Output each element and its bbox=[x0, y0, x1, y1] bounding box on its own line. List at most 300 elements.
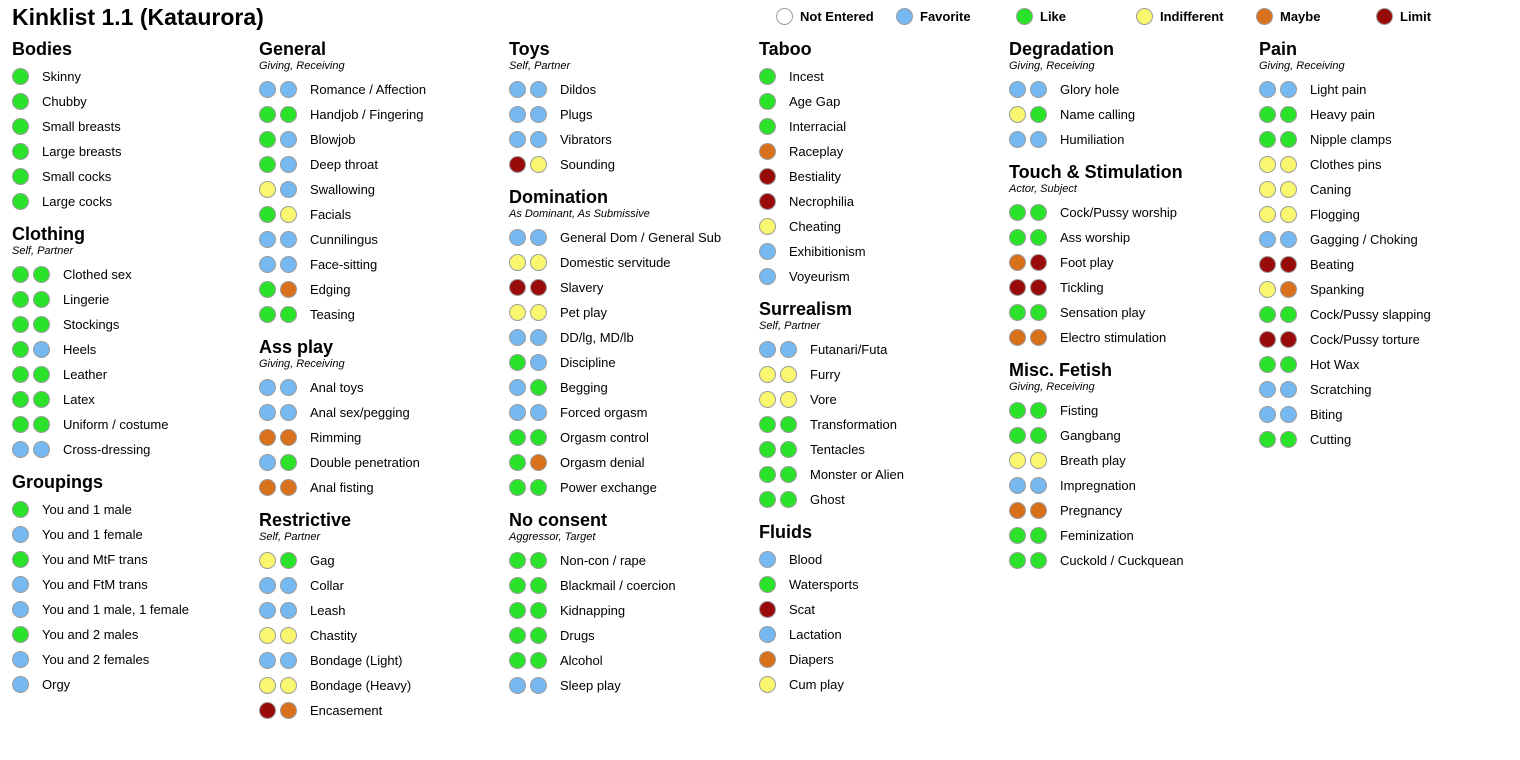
like-rating-circle[interactable] bbox=[33, 316, 50, 333]
favorite-rating-circle[interactable] bbox=[530, 677, 547, 694]
favorite-rating-circle[interactable] bbox=[530, 81, 547, 98]
like-rating-circle[interactable] bbox=[1009, 527, 1026, 544]
legend-label: Like bbox=[1040, 9, 1067, 24]
maybe-rating-circle[interactable] bbox=[759, 651, 776, 668]
indifferent-rating-circle[interactable] bbox=[530, 304, 547, 321]
rating-circles bbox=[12, 526, 33, 543]
like-rating-circle[interactable] bbox=[509, 454, 526, 471]
maybe-rating-circle[interactable] bbox=[259, 429, 276, 446]
like-rating-circle[interactable] bbox=[1030, 427, 1047, 444]
like-rating-circle[interactable] bbox=[1030, 552, 1047, 569]
like-rating-circle[interactable] bbox=[530, 577, 547, 594]
limit-rating-circle[interactable] bbox=[1259, 256, 1276, 273]
like-rating-circle[interactable] bbox=[259, 106, 276, 123]
rating-circles bbox=[509, 131, 551, 148]
favorite-rating-circle[interactable] bbox=[259, 404, 276, 421]
kink-label: Bondage (Heavy) bbox=[310, 678, 412, 693]
like-rating-circle[interactable] bbox=[759, 68, 776, 85]
limit-rating-circle[interactable] bbox=[759, 601, 776, 618]
favorite-rating-circle[interactable] bbox=[259, 379, 276, 396]
like-rating-circle[interactable] bbox=[509, 577, 526, 594]
favorite-rating-circle[interactable] bbox=[1259, 81, 1276, 98]
favorite-rating-circle[interactable] bbox=[259, 652, 276, 669]
limit-rating-circle[interactable] bbox=[1030, 254, 1047, 271]
maybe-rating-circle[interactable] bbox=[280, 702, 297, 719]
like-rating-circle[interactable] bbox=[759, 416, 776, 433]
indifferent-rating-circle[interactable] bbox=[759, 366, 776, 383]
indifferent-rating-circle[interactable] bbox=[509, 304, 526, 321]
like-rating-circle[interactable] bbox=[530, 379, 547, 396]
like-rating-circle[interactable] bbox=[509, 652, 526, 669]
like-rating-circle[interactable] bbox=[759, 93, 776, 110]
favorite-rating-circle[interactable] bbox=[259, 602, 276, 619]
favorite-rating-circle[interactable] bbox=[1009, 131, 1026, 148]
like-rating-circle[interactable] bbox=[12, 416, 29, 433]
like-rating-circle[interactable] bbox=[1259, 131, 1276, 148]
maybe-rating-circle[interactable] bbox=[1009, 502, 1026, 519]
rating-circles bbox=[759, 576, 780, 593]
like-rating-circle[interactable] bbox=[259, 306, 276, 323]
favorite-rating-circle[interactable] bbox=[509, 379, 526, 396]
maybe-rating-circle[interactable] bbox=[259, 479, 276, 496]
like-rating-circle[interactable] bbox=[1259, 106, 1276, 123]
like-rating-circle[interactable] bbox=[12, 391, 29, 408]
like-rating-circle[interactable] bbox=[259, 156, 276, 173]
like-rating-circle[interactable] bbox=[1280, 356, 1297, 373]
kink-row-futanari-futa bbox=[759, 337, 1009, 362]
kink-label: Dildos bbox=[560, 82, 597, 97]
like-rating-circle[interactable] bbox=[530, 479, 547, 496]
like-rating-circle[interactable] bbox=[1009, 229, 1026, 246]
like-rating-circle[interactable] bbox=[509, 479, 526, 496]
favorite-rating-circle[interactable] bbox=[530, 404, 547, 421]
like-rating-circle[interactable] bbox=[1030, 402, 1047, 419]
indifferent-rating-circle[interactable] bbox=[1259, 156, 1276, 173]
like-rating-circle[interactable] bbox=[12, 291, 29, 308]
indifferent-rating-circle[interactable] bbox=[259, 627, 276, 644]
like-rating-circle[interactable] bbox=[259, 206, 276, 223]
like-rating-circle[interactable] bbox=[280, 552, 297, 569]
indifferent-rating-circle[interactable] bbox=[1009, 452, 1026, 469]
rating-circles bbox=[1259, 181, 1301, 198]
kink-row-vibrators bbox=[509, 127, 759, 152]
like-rating-circle[interactable] bbox=[530, 652, 547, 669]
kink-row-orgasm-control bbox=[509, 425, 759, 450]
like-rating-circle[interactable] bbox=[33, 366, 50, 383]
maybe-rating-circle[interactable] bbox=[1030, 329, 1047, 346]
favorite-rating-circle[interactable] bbox=[759, 243, 776, 260]
like-rating-circle[interactable] bbox=[33, 291, 50, 308]
favorite-rating-circle[interactable] bbox=[509, 81, 526, 98]
maybe-rating-circle[interactable] bbox=[1009, 254, 1026, 271]
maybe-rating-circle[interactable] bbox=[1030, 502, 1047, 519]
indifferent-rating-circle[interactable] bbox=[759, 391, 776, 408]
favorite-rating-circle[interactable] bbox=[759, 341, 776, 358]
indifferent-rating-circle[interactable] bbox=[509, 254, 526, 271]
favorite-rating-circle[interactable] bbox=[1280, 231, 1297, 248]
kink-row-you-and-1-male-1-female bbox=[12, 597, 259, 622]
rating-circles bbox=[1259, 156, 1301, 173]
favorite-rating-circle[interactable] bbox=[759, 626, 776, 643]
legend-item-like bbox=[1016, 8, 1136, 25]
kink-row-bondage-light bbox=[259, 648, 509, 673]
like-rating-circle[interactable] bbox=[1030, 204, 1047, 221]
maybe-rating-circle[interactable] bbox=[280, 479, 297, 496]
maybe-rating-circle[interactable] bbox=[280, 429, 297, 446]
favorite-rating-circle[interactable] bbox=[280, 652, 297, 669]
favorite-rating-circle[interactable] bbox=[280, 602, 297, 619]
kink-label: Alcohol bbox=[560, 653, 603, 668]
like-rating-circle[interactable] bbox=[280, 306, 297, 323]
kink-label: Romance / Affection bbox=[310, 82, 427, 97]
section-subtitle: As Dominant, As Submissive bbox=[509, 208, 650, 220]
favorite-rating-circle[interactable] bbox=[280, 231, 297, 248]
kink-label: Heels bbox=[63, 342, 97, 357]
favorite-rating-circle[interactable] bbox=[780, 341, 797, 358]
kink-label: Stockings bbox=[63, 317, 120, 332]
section-title: Taboo bbox=[759, 39, 812, 59]
like-rating-circle[interactable] bbox=[509, 627, 526, 644]
limit-rating-circle[interactable] bbox=[1259, 331, 1276, 348]
indifferent-rating-circle[interactable] bbox=[280, 627, 297, 644]
indifferent-rating-circle[interactable] bbox=[780, 366, 797, 383]
column-5 bbox=[1009, 38, 1259, 732]
kink-label: Small cocks bbox=[42, 169, 112, 184]
like-rating-circle[interactable] bbox=[509, 552, 526, 569]
indifferent-rating-circle[interactable] bbox=[1259, 206, 1276, 223]
section-title: Restrictive bbox=[259, 510, 352, 530]
indifferent-rating-circle[interactable] bbox=[280, 206, 297, 223]
like-rating-circle[interactable] bbox=[259, 131, 276, 148]
indifferent-rating-circle[interactable] bbox=[1259, 281, 1276, 298]
favorite-rating-circle[interactable] bbox=[280, 156, 297, 173]
favorite-rating-circle[interactable] bbox=[12, 651, 29, 668]
section-title: General bbox=[259, 39, 327, 59]
favorite-rating-circle[interactable] bbox=[12, 676, 29, 693]
limit-rating-circle[interactable] bbox=[1280, 256, 1297, 273]
section-fluids bbox=[759, 521, 1009, 697]
like-rating-circle[interactable] bbox=[530, 429, 547, 446]
favorite-rating-circle[interactable] bbox=[280, 379, 297, 396]
kink-label: Forced orgasm bbox=[560, 405, 648, 420]
column-2 bbox=[259, 38, 509, 732]
favorite-rating-circle[interactable] bbox=[1259, 406, 1276, 423]
like-rating-circle[interactable] bbox=[1009, 427, 1026, 444]
favorite-rating-circle[interactable] bbox=[509, 677, 526, 694]
favorite-rating-circle[interactable] bbox=[509, 229, 526, 246]
like-rating-circle[interactable] bbox=[509, 429, 526, 446]
limit-rating-circle[interactable] bbox=[530, 279, 547, 296]
limit-rating-circle[interactable] bbox=[1280, 331, 1297, 348]
like-rating-circle[interactable] bbox=[759, 466, 776, 483]
kink-label: Cock/Pussy slapping bbox=[1310, 307, 1431, 322]
like-rating-circle[interactable] bbox=[780, 416, 797, 433]
rating-circles bbox=[759, 143, 780, 160]
favorite-rating-circle[interactable] bbox=[1259, 381, 1276, 398]
kink-row-encasement bbox=[259, 698, 509, 723]
indifferent-rating-circle[interactable] bbox=[1259, 181, 1276, 198]
kink-label: Skinny bbox=[42, 69, 82, 84]
favorite-rating-circle[interactable] bbox=[12, 601, 29, 618]
rating-circles bbox=[1009, 106, 1051, 123]
like-rating-circle[interactable] bbox=[1280, 131, 1297, 148]
kink-row-leash bbox=[259, 598, 509, 623]
indifferent-rating-circle[interactable] bbox=[530, 254, 547, 271]
favorite-rating-circle[interactable] bbox=[12, 526, 29, 543]
like-rating-circle[interactable] bbox=[780, 466, 797, 483]
indifferent-rating-circle[interactable] bbox=[1280, 181, 1297, 198]
like-rating-circle[interactable] bbox=[12, 143, 29, 160]
favorite-rating-circle[interactable] bbox=[509, 131, 526, 148]
like-rating-circle[interactable] bbox=[530, 627, 547, 644]
favorite-rating-circle[interactable] bbox=[509, 404, 526, 421]
column-4 bbox=[759, 38, 1009, 732]
limit-rating-circle[interactable] bbox=[759, 193, 776, 210]
kink-row-clothes-pins bbox=[1259, 152, 1520, 177]
like-rating-circle[interactable] bbox=[12, 366, 29, 383]
favorite-rating-circle[interactable] bbox=[1030, 81, 1047, 98]
favorite-rating-circle[interactable] bbox=[12, 441, 29, 458]
favorite-rating-circle[interactable] bbox=[530, 229, 547, 246]
like-rating-circle[interactable] bbox=[759, 118, 776, 135]
like-rating-circle[interactable] bbox=[33, 416, 50, 433]
kink-label: Face-sitting bbox=[310, 257, 378, 272]
favorite-rating-circle[interactable] bbox=[1280, 81, 1297, 98]
indifferent-rating-circle[interactable] bbox=[780, 391, 797, 408]
favorite-rating-circle[interactable] bbox=[280, 181, 297, 198]
like-rating-circle[interactable] bbox=[12, 168, 29, 185]
like-rating-circle[interactable] bbox=[1009, 402, 1026, 419]
like-rating-circle[interactable] bbox=[1030, 106, 1047, 123]
rating-circles bbox=[509, 429, 551, 446]
rating-circles bbox=[509, 379, 551, 396]
indifferent-rating-circle[interactable] bbox=[1009, 106, 1026, 123]
kink-label: Clothed sex bbox=[63, 267, 132, 282]
kink-row-facials bbox=[259, 202, 509, 227]
like-rating-circle[interactable] bbox=[12, 501, 29, 518]
kink-label: Large breasts bbox=[42, 144, 122, 159]
kink-label: Sensation play bbox=[1060, 305, 1146, 320]
indifferent-rating-circle[interactable] bbox=[530, 156, 547, 173]
maybe-rating-icon bbox=[1256, 8, 1273, 25]
like-rating-circle[interactable] bbox=[1030, 229, 1047, 246]
like-rating-circle[interactable] bbox=[509, 602, 526, 619]
kink-label: Exhibitionism bbox=[789, 244, 866, 259]
kink-row-transformation bbox=[759, 412, 1009, 437]
kink-row-large-cocks bbox=[12, 189, 259, 214]
like-rating-circle[interactable] bbox=[12, 193, 29, 210]
rating-circles bbox=[259, 156, 301, 173]
like-rating-circle[interactable] bbox=[12, 93, 29, 110]
like-rating-circle[interactable] bbox=[1259, 306, 1276, 323]
rating-circles bbox=[509, 81, 551, 98]
section-rows bbox=[509, 77, 759, 177]
like-rating-circle[interactable] bbox=[759, 441, 776, 458]
favorite-rating-circle[interactable] bbox=[530, 106, 547, 123]
favorite-rating-circle[interactable] bbox=[1030, 131, 1047, 148]
like-rating-circle[interactable] bbox=[759, 491, 776, 508]
kink-label: You and 2 males bbox=[42, 627, 139, 642]
kink-label: Anal toys bbox=[310, 380, 364, 395]
favorite-rating-circle[interactable] bbox=[1280, 381, 1297, 398]
rating-circles bbox=[1009, 204, 1051, 221]
maybe-rating-circle[interactable] bbox=[530, 454, 547, 471]
favorite-rating-circle[interactable] bbox=[1009, 81, 1026, 98]
rating-circles bbox=[509, 602, 551, 619]
favorite-rating-circle[interactable] bbox=[280, 256, 297, 273]
favorite-rating-circle[interactable] bbox=[509, 106, 526, 123]
limit-rating-circle[interactable] bbox=[509, 156, 526, 173]
rating-circles bbox=[1259, 281, 1301, 298]
indifferent-rating-circle[interactable] bbox=[1030, 452, 1047, 469]
section-subtitle: Self, Partner bbox=[12, 245, 74, 257]
like-rating-circle[interactable] bbox=[1259, 431, 1276, 448]
like-rating-circle[interactable] bbox=[1009, 204, 1026, 221]
favorite-rating-circle[interactable] bbox=[280, 404, 297, 421]
maybe-rating-circle[interactable] bbox=[759, 143, 776, 160]
limit-rating-circle[interactable] bbox=[509, 279, 526, 296]
section-subtitle: Self, Partner bbox=[759, 320, 821, 332]
kink-label: Anal fisting bbox=[310, 480, 374, 495]
kink-label: Watersports bbox=[789, 577, 859, 592]
favorite-rating-circle[interactable] bbox=[1030, 477, 1047, 494]
kink-row-teasing bbox=[259, 302, 509, 327]
kink-row-incest bbox=[759, 64, 1009, 89]
kink-row-edging bbox=[259, 277, 509, 302]
like-rating-circle[interactable] bbox=[12, 626, 29, 643]
like-rating-circle[interactable] bbox=[780, 441, 797, 458]
kink-label: Bestiality bbox=[789, 169, 842, 184]
favorite-rating-circle[interactable] bbox=[259, 454, 276, 471]
like-rating-circle[interactable] bbox=[33, 391, 50, 408]
like-rating-circle[interactable] bbox=[12, 341, 29, 358]
favorite-rating-circle[interactable] bbox=[1280, 406, 1297, 423]
like-rating-circle[interactable] bbox=[780, 491, 797, 508]
kink-label: Blowjob bbox=[310, 132, 356, 147]
like-rating-circle[interactable] bbox=[259, 281, 276, 298]
like-rating-circle[interactable] bbox=[1259, 356, 1276, 373]
kink-label: Anal sex/pegging bbox=[310, 405, 410, 420]
favorite-rating-circle[interactable] bbox=[280, 577, 297, 594]
kink-row-dd-lg-md-lb bbox=[509, 325, 759, 350]
indifferent-rating-circle[interactable] bbox=[759, 676, 776, 693]
like-rating-circle[interactable] bbox=[33, 266, 50, 283]
favorite-rating-circle[interactable] bbox=[259, 81, 276, 98]
section-touch-stimulation bbox=[1009, 161, 1259, 350]
like-rating-circle[interactable] bbox=[1009, 304, 1026, 321]
section-rows bbox=[12, 262, 259, 462]
favorite-rating-circle[interactable] bbox=[530, 329, 547, 346]
rating-circles bbox=[509, 454, 551, 471]
favorite-rating-circle[interactable] bbox=[33, 441, 50, 458]
like-rating-circle[interactable] bbox=[1280, 431, 1297, 448]
rating-circles bbox=[259, 256, 301, 273]
favorite-rating-circle[interactable] bbox=[759, 551, 776, 568]
limit-rating-circle[interactable] bbox=[759, 168, 776, 185]
like-rating-circle[interactable] bbox=[280, 454, 297, 471]
like-rating-circle[interactable] bbox=[12, 551, 29, 568]
favorite-rating-circle[interactable] bbox=[12, 576, 29, 593]
rating-circles bbox=[759, 268, 780, 285]
like-rating-circle[interactable] bbox=[1280, 306, 1297, 323]
rating-circles bbox=[12, 266, 54, 283]
like-rating-circle[interactable] bbox=[1280, 106, 1297, 123]
kink-label: Furry bbox=[810, 367, 841, 382]
indifferent-rating-circle[interactable] bbox=[259, 677, 276, 694]
favorite-rating-circle[interactable] bbox=[259, 577, 276, 594]
kink-row-cock-pussy-worship bbox=[1009, 200, 1259, 225]
kink-row-discipline bbox=[509, 350, 759, 375]
kink-label: Non-con / rape bbox=[560, 553, 646, 568]
favorite-rating-circle[interactable] bbox=[259, 256, 276, 273]
like-rating-circle[interactable] bbox=[12, 316, 29, 333]
indifferent-rating-circle[interactable] bbox=[1280, 206, 1297, 223]
limit-rating-circle[interactable] bbox=[259, 702, 276, 719]
legend-item-limit bbox=[1376, 8, 1496, 25]
kink-label: Biting bbox=[1310, 407, 1343, 422]
favorite-rating-circle[interactable] bbox=[33, 341, 50, 358]
indifferent-rating-circle[interactable] bbox=[759, 218, 776, 235]
rating-circles bbox=[1009, 527, 1051, 544]
favorite-rating-circle[interactable] bbox=[509, 329, 526, 346]
like-rating-circle[interactable] bbox=[759, 576, 776, 593]
indifferent-rating-circle[interactable] bbox=[280, 677, 297, 694]
indifferent-rating-circle[interactable] bbox=[259, 552, 276, 569]
limit-rating-circle[interactable] bbox=[1030, 279, 1047, 296]
rating-circles bbox=[12, 93, 33, 110]
like-rating-circle[interactable] bbox=[509, 354, 526, 371]
like-rating-circle[interactable] bbox=[1030, 527, 1047, 544]
favorite-rating-circle[interactable] bbox=[530, 131, 547, 148]
favorite-rating-circle[interactable] bbox=[259, 231, 276, 248]
like-rating-circle[interactable] bbox=[1009, 552, 1026, 569]
favorite-rating-circle[interactable] bbox=[280, 81, 297, 98]
favorite-rating-circle[interactable] bbox=[759, 268, 776, 285]
like-rating-circle[interactable] bbox=[12, 266, 29, 283]
kink-row-raceplay bbox=[759, 139, 1009, 164]
like-rating-circle[interactable] bbox=[280, 106, 297, 123]
rating-circles bbox=[1009, 131, 1051, 148]
indifferent-rating-circle[interactable] bbox=[1280, 156, 1297, 173]
favorite-rating-circle[interactable] bbox=[530, 354, 547, 371]
favorite-rating-circle[interactable] bbox=[1259, 231, 1276, 248]
limit-rating-circle[interactable] bbox=[1009, 279, 1026, 296]
section-toys bbox=[509, 38, 759, 177]
rating-circles bbox=[1259, 206, 1301, 223]
kink-row-small-cocks bbox=[12, 164, 259, 189]
rating-circles bbox=[509, 577, 551, 594]
kink-label: Power exchange bbox=[560, 480, 657, 495]
kink-label: Pregnancy bbox=[1060, 503, 1123, 518]
maybe-rating-circle[interactable] bbox=[1009, 329, 1026, 346]
rating-circles bbox=[759, 243, 780, 260]
maybe-rating-circle[interactable] bbox=[1280, 281, 1297, 298]
kink-row-uniform-costume bbox=[12, 412, 259, 437]
like-rating-circle[interactable] bbox=[530, 552, 547, 569]
indifferent-rating-circle[interactable] bbox=[259, 181, 276, 198]
favorite-rating-circle[interactable] bbox=[1009, 477, 1026, 494]
kink-label: Gag bbox=[310, 553, 335, 568]
rating-circles bbox=[759, 68, 780, 85]
like-rating-circle[interactable] bbox=[12, 118, 29, 135]
maybe-rating-circle[interactable] bbox=[280, 281, 297, 298]
like-rating-circle[interactable] bbox=[1030, 304, 1047, 321]
like-rating-circle[interactable] bbox=[530, 602, 547, 619]
rating-circles bbox=[12, 501, 33, 518]
like-rating-circle[interactable] bbox=[12, 68, 29, 85]
favorite-rating-circle[interactable] bbox=[280, 131, 297, 148]
rating-circles bbox=[1259, 106, 1301, 123]
